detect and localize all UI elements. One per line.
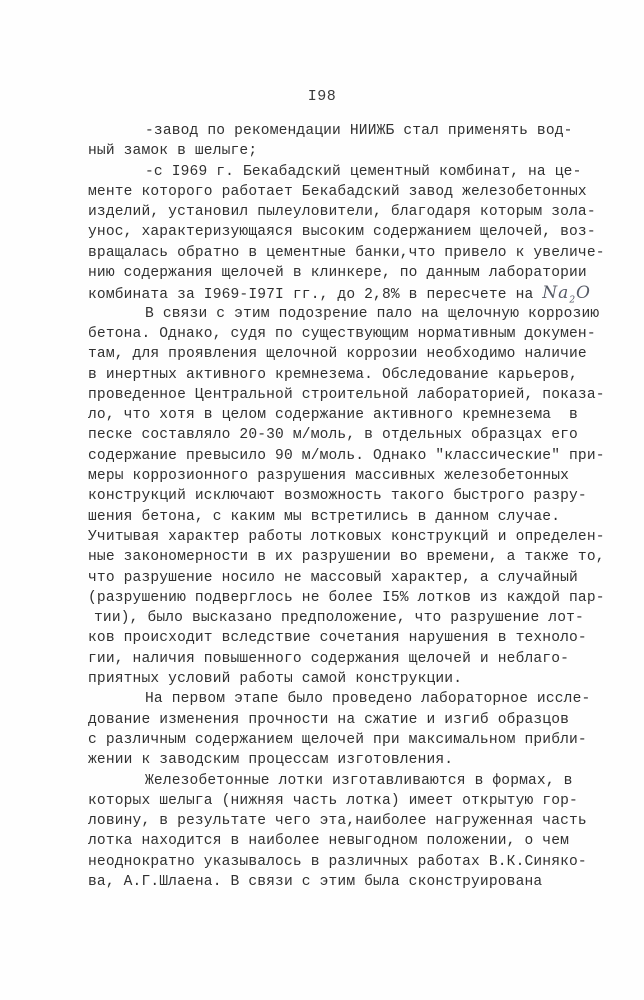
text-line	[88, 872, 588, 892]
line-text: -с I969 г. Бекабадский цементный комбинат, на це-	[145, 163, 582, 180]
text-line	[88, 689, 591, 709]
line-text: ло, что хотя в целом содержание активного кремнезема в	[88, 407, 578, 424]
formula-oxygen: O	[576, 283, 591, 304]
formula-element: Na	[542, 283, 570, 304]
line-text: бетона. Однако, судя по существующим нормативным докумен-	[88, 325, 596, 342]
text-line	[88, 588, 605, 608]
line-text: там, для проявления щелочной коррозии необходимо наличие	[88, 346, 587, 363]
text-line	[88, 446, 605, 466]
text-line	[88, 202, 596, 222]
text-line	[88, 121, 588, 141]
line-text: гии, наличия повышенного содержания щелочей и неблаго-	[88, 650, 570, 667]
text-line	[88, 771, 588, 791]
line-text: меры коррозионного разрушения массивных железобетонных	[88, 468, 570, 485]
line-text: неоднократно указывалось в различных работах В.К.Синяко-	[88, 853, 587, 870]
page-number: I98	[307, 88, 337, 105]
text-line	[88, 608, 588, 628]
line-text: песке составляло 20-30 м/моль, в отдельных образцах его	[88, 427, 578, 444]
text-line	[88, 831, 588, 851]
line-text: (разрушению подверглось не более I5% лотков из каждой пар-	[88, 589, 605, 606]
line-text: менте которого работает Бекабадский завод железобетонных	[88, 183, 587, 200]
line-text: содержание превысило 90 м/моль. Однако "классические" при-	[88, 447, 605, 464]
line-text: ва, А.Г.Шлаена. В связи с этим была сконструирована	[88, 873, 543, 890]
line-text: На первом этапе было проведено лабораторное иссле-	[145, 691, 591, 708]
line-text: что разрушение носило не массовый характер, а случайный	[88, 569, 578, 586]
text-line	[88, 324, 596, 344]
line-text: ловину, в результате чего эта,наиболее нагруженная часть	[88, 813, 587, 830]
line-text: которых шелыга (нижняя часть лотка) имеет открытую гор-	[88, 792, 578, 809]
line-text: вращалась обратно в цементные банки,что привело к увеличе-	[88, 244, 605, 261]
line-text: дование изменения прочности на сжатие и изгиб образцов	[88, 711, 570, 728]
text-line	[88, 649, 588, 669]
text-line	[88, 344, 588, 364]
text-line	[88, 486, 588, 506]
formula-subscript: 2	[569, 295, 577, 306]
text-line	[88, 263, 588, 283]
text-line	[88, 243, 605, 263]
text-line	[88, 811, 588, 831]
line-text: тии), было высказано предположение, что разрушение лот-	[94, 610, 584, 627]
line-text: Учитывая характер работы лотковых конструкций и определен-	[88, 528, 605, 545]
line-text: нию содержания щелочей в клинкере, по данным лаборатории	[88, 265, 587, 282]
text-line	[88, 791, 588, 811]
text-line	[88, 385, 605, 405]
line-text: ные закономерности в их разрушении во времени, а также то,	[88, 549, 605, 566]
text-line	[88, 162, 588, 182]
text-line	[88, 730, 588, 750]
text-line	[88, 141, 588, 161]
text-line	[88, 222, 596, 242]
line-text: лотка находится в наиболее невыгодном положении, о чем	[88, 833, 570, 850]
line-text: шения бетона, с каким мы встретились в данном случае.	[88, 508, 561, 525]
line-text: в инертных активного кремнезема. Обследование карьеров,	[88, 366, 578, 383]
document-body	[88, 121, 605, 892]
line-text: Железобетонные лотки изготавливаются в формах, в	[145, 772, 573, 789]
line-text: изделий, установил пылеуловители, благодаря которым зола-	[88, 204, 596, 221]
text-line	[88, 547, 605, 567]
text-line	[88, 669, 588, 689]
line-text: унос, характеризующаяся высоким содержанием щелочей, воз-	[88, 224, 596, 241]
text-line	[88, 507, 588, 527]
text-line	[88, 628, 588, 648]
line-text: приятных условий работы самой конструкции.	[88, 671, 463, 688]
text-line	[88, 750, 588, 770]
line-text: с различным содержанием щелочей при максимальном прибли-	[88, 731, 587, 748]
line-text: проведенное Центральной строительной лабораторией, показа-	[88, 386, 605, 403]
handwritten-formula	[542, 283, 591, 306]
line-text: -завод по рекомендации НИИЖБ стал применять вод-	[145, 123, 573, 139]
text-line	[88, 710, 588, 730]
text-line	[88, 405, 588, 425]
text-line	[88, 425, 588, 445]
line-text: ков происходит вследствие сочетания нарушения в техноло-	[88, 630, 587, 647]
line-text: конструкций исключают возможность такого быстрого разру-	[88, 488, 587, 505]
text-line	[88, 304, 600, 324]
text-line	[88, 182, 588, 202]
text-line	[88, 466, 588, 486]
line-text: жении к заводским процессам изготовления.	[88, 752, 454, 769]
text-line	[88, 283, 591, 306]
text-line	[88, 568, 588, 588]
line-text: В связи с этим подозрение пало на щелочную коррозию	[145, 305, 600, 322]
line-text: ный замок в шелыге;	[88, 143, 258, 160]
text-line	[88, 365, 588, 385]
text-line	[88, 852, 588, 872]
text-line	[88, 527, 605, 547]
line-text: комбината за I969-I97I гг., до 2,8% в пересчете на	[88, 287, 543, 304]
